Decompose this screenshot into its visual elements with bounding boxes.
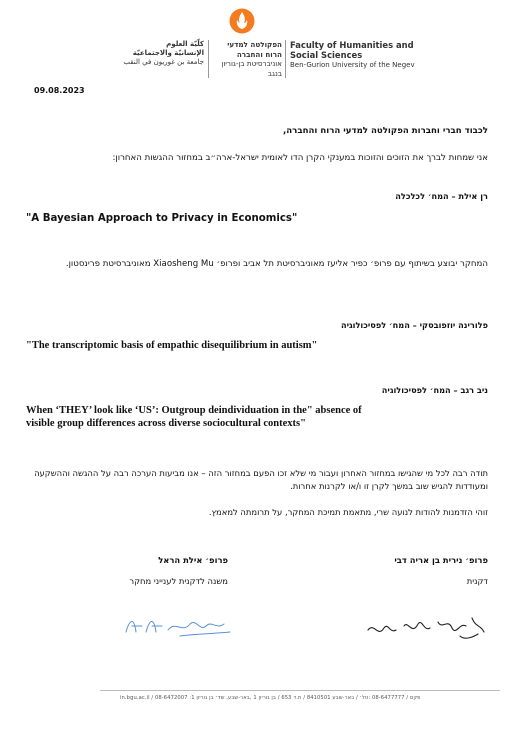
header-arabic-line: جامعة بن غوريون في النقب [123,58,204,66]
dean-handwritten-signature-icon [360,608,490,648]
vice-dean-handwritten-signature-icon [120,610,240,640]
researcher-name: ניב רגב – המח׳ לפסיכולוגיה [381,385,488,395]
signatory-role-dean: דקנית [466,576,488,586]
header-hebrew-faculty-name [212,40,282,78]
intro-paragraph: אני שמחות לברך את הזוכים והזוכות במענקי הקרן הדו לאומית ישראל-ארה״ב במחזור ההגשות האחרון: [112,153,488,163]
grant-title: "A Bayesian Approach to Privacy in Economics" [26,213,298,224]
header-english-faculty-name [290,40,440,70]
footer-divider [100,690,500,691]
grant-title [26,405,496,430]
thanks-paragraph: תודה רבה לכל מי שהגישו במחזור האחרון ועבור מי שלא זכו הפעם במחזור הזה – אנו מביעות הערכה רבה על ההגשה וההשקעה ומעודדות להגיש שוב במשך לקרן זו ו/או לקרנות אחרות. [34,468,488,491]
signatory-role-vice-dean: משנה לדקנית לענייני מחקר [129,576,228,586]
header-hebrew-line: הרוח והחברה [236,49,282,59]
header-divider [208,40,209,78]
greeting: לכבוד חברי וחברות הפקולטה למדעי הרוח והחברה, [283,126,488,136]
header-divider [285,40,286,78]
university-flame-logo-icon [229,8,255,34]
grant-title-line: visible group differences across diverse sociocultural contexts" [26,417,306,429]
signatory-name-dean: פרופ׳ נירית בן אריה דבי [394,555,488,565]
acknowledgement-paragraph: זוהי הזדמנות להודות לנועה שרי, מתאמת תמיכת המחקר, על תרומתה למאמץ. [208,507,488,517]
signatory-name-vice-dean: פרופ׳ אילת הראל [158,555,228,565]
footer-contact: in.bgu.ac.il / 08-6472007 :פקס / 08-6477777 :טל׳ / באר-שבע 8410501 / ת.ד 653 / בן גוריון 1 ,באר-שבע, שד׳ בן גוריון 1 [120,695,421,701]
header-arabic-faculty-name [92,40,204,67]
grant-description: המחקר יבוצע בשיתוף עם פרופ׳ כפיר אליעז מאוניברסיטת תל אביב ופרופ׳ Xiaosheng Mu מאוניברסיטת פרינסטון. [65,259,488,269]
header-english-line: Faculty of Humanities and [290,40,414,50]
grant-title-line: When ‘THEY’ look like ‘US’: Outgroup deindividuation in the" absence of [26,405,362,416]
letter-date: 09.08.2023 [34,86,85,95]
header-english-line: Social Sciences [290,50,363,60]
researcher-name: רן אילת – המח׳ לכלכלה [395,191,488,201]
header-hebrew-line: אוניברסיטת בן-גוריון בנגב [221,59,282,78]
header-english-line: Ben-Gurion University of the Negev [290,61,415,69]
header-hebrew-line: הפקולטה למדעי [227,40,282,49]
header-arabic-line: كلّيّة العلوم [166,40,204,48]
grant-title: "The transcriptomic basis of empathic disequilibrium in autism" [26,340,318,351]
researcher-name: פלורינה יוזפובסקי – המח׳ לפסיכולוגיה [340,320,488,330]
header-arabic-line: الإنسانيّة والاجتماعيّة [132,49,204,57]
